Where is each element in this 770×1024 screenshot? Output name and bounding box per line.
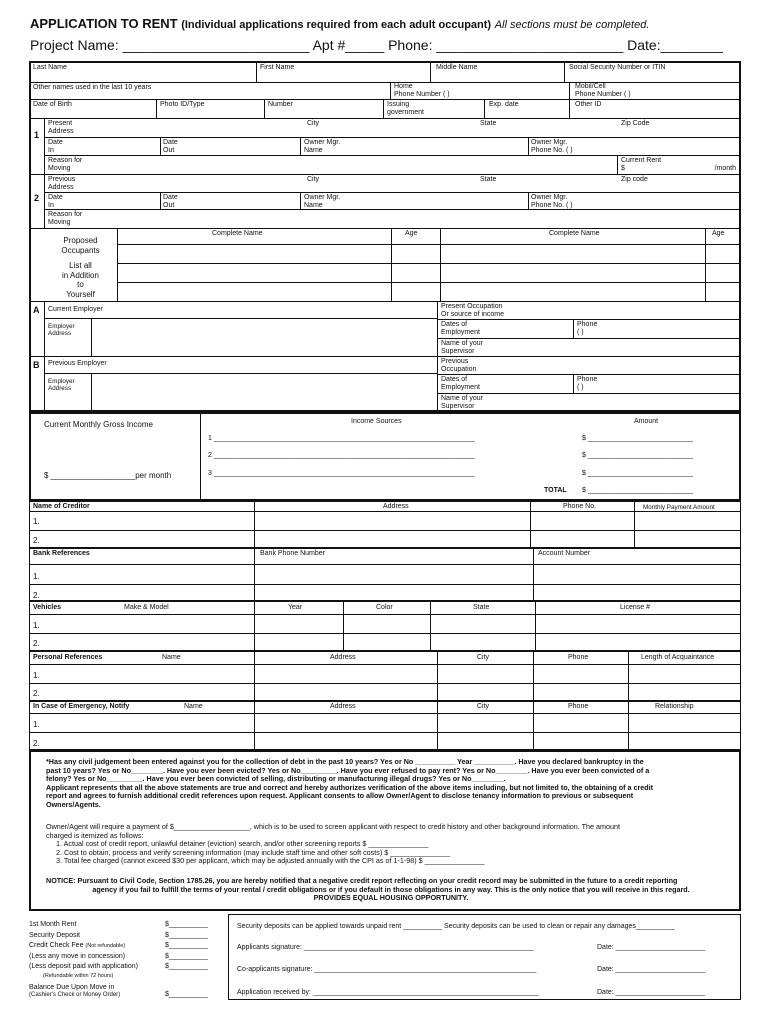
occupant-name-header-2: Complete Name (549, 230, 600, 237)
creditor-payment-header: Monthly Payment Amount (643, 504, 715, 511)
present-occupation-label: Present Occupation Or source of income (441, 303, 505, 318)
income-sources-header: Income Sources (351, 418, 402, 425)
creditor-row-1: 1. (33, 517, 40, 526)
phone-field[interactable]: Phone: ________________________ (388, 37, 624, 53)
previous-occupation-label: Previous Occupation (441, 358, 477, 373)
gross-income-field[interactable]: $ ___________________per month (44, 471, 172, 480)
emergency-relationship-header: Relationship (655, 703, 694, 710)
city-label-2: City (307, 176, 320, 183)
vehicles-header: Vehicles (33, 604, 62, 611)
exp-date-label: Exp. date (489, 101, 519, 108)
reference-length-header: Length of Acquaintance (641, 654, 715, 661)
address-1-number: 1 (34, 130, 40, 140)
applicant-section (29, 61, 741, 412)
dob-label: Date of Birth (33, 101, 72, 108)
deposit-terms: Security deposits can be applied towards unpaid rent __________ Security deposits can be used to clean or repair any damages__________ (237, 923, 675, 930)
coapplicant-signature-field[interactable]: Co-applicants signature: _________________________________________________________ (237, 966, 537, 973)
emergency-city-header: City (477, 703, 490, 710)
employer-address-label-b: Employer Address (48, 378, 75, 392)
vehicle-year-header: Year (288, 604, 303, 611)
occupants-label: Proposed Occupants List all in Addition to Yourself (61, 236, 100, 299)
bank-row-2: 2. (33, 591, 40, 600)
first-name-label: First Name (260, 64, 295, 71)
occupant-name-header-1: Complete Name (212, 230, 263, 237)
creditor-phone-header: Phone No. (563, 503, 597, 510)
bank-row-1: 1. (33, 572, 40, 581)
vehicle-row-1: 1. (33, 621, 40, 630)
income-total[interactable]: $ ___________________________ (582, 487, 693, 494)
reference-row-1: 1. (33, 671, 40, 680)
income-amount-2[interactable]: $ ___________________________ (582, 452, 693, 459)
reference-name-header: Name (162, 654, 181, 661)
bank-table (29, 548, 741, 601)
current-employer-label: Current Employer (48, 306, 103, 313)
personal-references-header: Personal References (33, 654, 103, 661)
income-source-1[interactable]: 1 ___________________________________________________________________ (208, 435, 475, 442)
occupant-age-header-1: Age (405, 230, 418, 237)
emergency-name-header: Name (184, 703, 203, 710)
supervisor-label-a: Name of your Supervisor (441, 340, 484, 355)
reason-label-2: Reason for Moving (48, 211, 83, 226)
project-line (30, 36, 750, 54)
amount-header: Amount (634, 418, 659, 425)
owner-phone-label-1: Owner Mgr. Phone No. ( ) (531, 139, 573, 154)
employment-a-letter: A (33, 305, 40, 315)
income-amount-3[interactable]: $ ___________________________ (582, 470, 693, 477)
apt-field[interactable]: Apt #_____ (312, 37, 385, 53)
gross-income-label: Current Monthly Gross Income (44, 420, 153, 429)
city-label-1: City (307, 120, 320, 127)
vehicle-color-header: Color (376, 604, 393, 611)
previous-employer-label: Previous Employer (48, 360, 107, 367)
bank-phone-header: Bank Phone Number (260, 550, 325, 557)
state-label-2: State (480, 176, 497, 183)
state-label-1: State (480, 120, 497, 127)
form-title: APPLICATION TO RENT (Individual applications required from each adult occupant) All sections must be completed. (30, 16, 650, 31)
creditor-row-2: 2. (33, 536, 40, 545)
current-rent-label: Current Rent $ /month (621, 157, 736, 172)
vehicle-state-header: State (473, 604, 490, 611)
reference-city-header: City (477, 654, 490, 661)
reason-label-1: Reason for Moving (48, 157, 83, 172)
date-field[interactable]: Date:________ (627, 37, 723, 53)
dates-employment-label-b: Dates of Employment (441, 376, 480, 391)
vehicle-row-2: 2. (33, 639, 40, 648)
emergency-phone-header: Phone (568, 703, 589, 710)
owner-name-label-1: Owner Mgr. Name (304, 139, 341, 154)
emergency-address-header: Address (330, 703, 356, 710)
employer-phone-label-b: Phone ( ) (577, 376, 598, 391)
present-address-label: Present Address (48, 120, 74, 135)
account-number-header: Account Number (538, 550, 591, 557)
fees-amounts[interactable]: $__________ $__________ $__________ $__________ $__________ $__________ (165, 921, 208, 998)
screening-fee-text: Owner/Agent will require a payment of $___________________, which is to be used to screen applicant with respect to credit history and other background information. The amount charged is itemized as follows: 1. Actual cost of credit report, unlawful detainer (eviction) search, and/or other screening reports $ _______________ 2. Cost to obtain, process and verify screening information (may include staff time and other soft costs) $ _______________ 3. Total fee charged (cannot exceed $30 per applicant, which may be adjusted annually with the CPI as of 1-1-98) $ _______________ (46, 822, 621, 866)
applicant-signature-field[interactable]: Applicants signature: ___________________________________________________________ (237, 944, 534, 951)
reference-phone-header: Phone (568, 654, 589, 661)
income-source-3[interactable]: 3 ___________________________________________________________________ (208, 470, 475, 477)
occupant-age-header-2: Age (712, 230, 725, 237)
emergency-header: In Case of Emergency, Notify (33, 703, 130, 710)
middle-name-label: Middle Name (436, 64, 478, 71)
owner-phone-label-2: Owner Mgr. Phone No. ( ) (531, 194, 573, 209)
address-2-number: 2 (34, 193, 40, 203)
owner-name-label-2: Owner Mgr. Name (304, 194, 341, 209)
employer-address-label-a: Employer Address (48, 323, 75, 337)
number-label: Number (268, 101, 293, 108)
total-label: TOTAL (544, 487, 567, 494)
zip-label-1: Zip Code (621, 120, 650, 127)
last-name-label: Last Name (33, 64, 67, 71)
coapplicant-date-field[interactable]: Date: _______________________ (597, 966, 706, 973)
date-in-label-2: Date In (48, 194, 63, 209)
date-out-label-1: Date Out (163, 139, 178, 154)
employment-b-letter: B (33, 360, 40, 370)
date-in-label-1: Date In (48, 139, 63, 154)
ssn-label: Social Security Number or ITIN (569, 64, 666, 71)
received-date-field[interactable]: Date: _______________________ (597, 989, 706, 996)
bank-references-header: Bank References (33, 550, 90, 557)
date-out-label-2: Date Out (163, 194, 178, 209)
photo-id-label: Photo ID/Type (160, 101, 205, 108)
reference-row-2: 2. (33, 689, 40, 698)
other-names-label: Other names used in the last 10 years (33, 84, 152, 91)
previous-address-label: Previous Address (48, 176, 76, 191)
creditor-address-header: Address (383, 503, 409, 510)
issuing-label: Issuing government (387, 101, 424, 116)
vehicle-license-header: License # (620, 604, 650, 611)
supervisor-label-b: Name of your Supervisor (441, 395, 484, 410)
fees-labels: 1st Month Rent Security Deposit Credit Check Fee (Not refundable) (Less any move in concession) (Less deposit paid with application) (Refundable within 72 hours) Balance Due Upon Move in (Cashier's Check or Money Order) (29, 921, 138, 998)
income-source-2[interactable]: 2 ___________________________________________________________________ (208, 452, 475, 459)
dates-employment-label-a: Dates of Employment (441, 321, 480, 336)
credit-notice: NOTICE: Pursuant to Civil Code, Section 1785.26, you are hereby notified that a negative credit report reflecting on your credit record may be submitted in the future to a credit reporting agency if you fail to fulfill the terms of your rental / credit obligations or if you default in those obligations in any way. This is the only notice that you will receive in this regard. PROVIDES EQUAL HOUSING OPPORTUNITY. (46, 876, 690, 903)
legal-questions: *Has any civil judgement been entered against you for the collection of debt in the past 10 years? Yes or No __________ Year __________. Have you declared bankruptcy in the past 10 years? Yes or No________. Have you ever been evicted? Yes or No_________. Have you ever refused to pay rent? Yes or No________. Have you ever been convicted of a felony? Yes or No_________. Have you ever been convicted of selling, distributing or manufacturing illegal drugs? Yes or No________. Applicant represents that all the above statements are true and correct and hereby authorizes verification of the above items including, but not limited to, the obtaining of a credit report and agrees to furnish additional credit references upon request. Applicant consents to allow Owner/Agent to disclose tenancy information to previous or subsequent Owners/Agents. (46, 757, 654, 809)
emergency-table (29, 701, 741, 750)
employer-phone-label-a: Phone ( ) (577, 321, 598, 336)
vehicle-make-header: Make & Model (124, 604, 169, 611)
received-by-field[interactable]: Application received by: __________________________________________________________ (237, 989, 539, 996)
project-name-field[interactable]: Project Name: ________________________ (30, 37, 310, 53)
income-amount-1[interactable]: $ ___________________________ (582, 435, 693, 442)
zip-label-2: Zip code (621, 176, 648, 183)
applicant-date-field[interactable]: Date: _______________________ (597, 944, 706, 951)
emergency-row-2: 2. (33, 739, 40, 748)
creditor-name-header: Name of Creditor (33, 503, 90, 510)
emergency-row-1: 1. (33, 720, 40, 729)
other-id-label: Other ID (575, 101, 602, 108)
home-phone-label: Home Phone Number ( ) (394, 83, 450, 98)
mobile-phone-label: Mobil/Cell Phone Number ( ) (575, 83, 631, 98)
reference-address-header: Address (330, 654, 356, 661)
references-table (29, 651, 741, 701)
